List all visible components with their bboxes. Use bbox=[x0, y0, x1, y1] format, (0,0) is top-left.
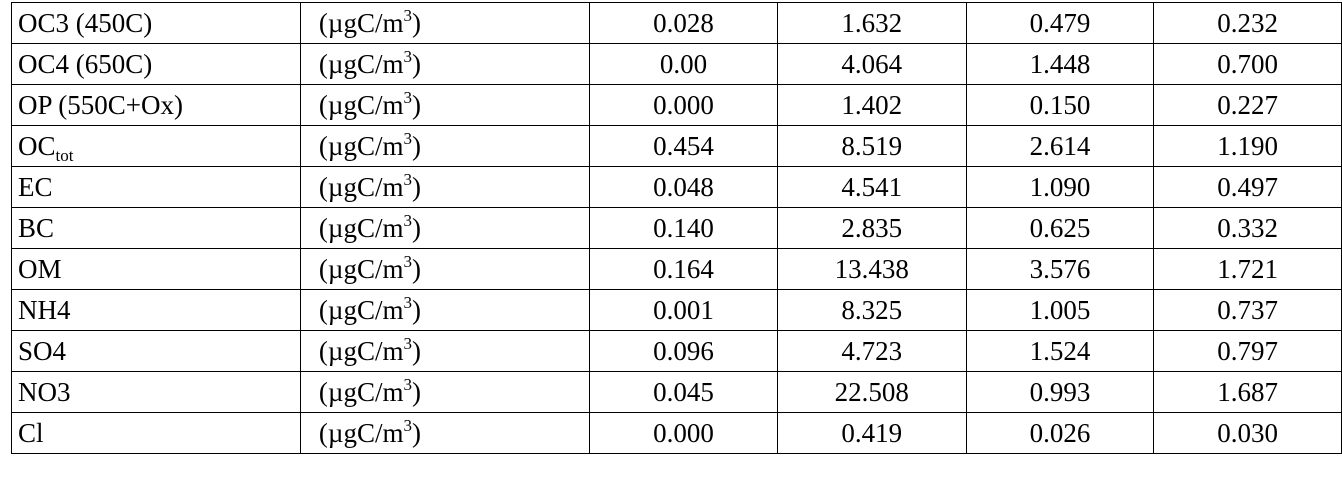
table-row bbox=[12, 3, 1342, 44]
value-cell-1: 0.048 bbox=[590, 167, 778, 208]
value-cell-2: 8.519 bbox=[777, 126, 966, 167]
unit-superscript: 3 bbox=[403, 252, 412, 271]
value-cell-4: 0.232 bbox=[1154, 3, 1342, 44]
unit-superscript: 3 bbox=[403, 170, 412, 189]
unit-text: (µgC/m bbox=[318, 172, 404, 202]
unit-superscript: 3 bbox=[403, 293, 412, 312]
unit-text: (µgC/m bbox=[318, 90, 404, 120]
value-cell-4: 0.030 bbox=[1154, 413, 1342, 454]
value-cell-2: 2.835 bbox=[777, 208, 966, 249]
unit-text: (µgC/m bbox=[318, 295, 404, 325]
row-label-cell bbox=[12, 44, 301, 85]
unit-cell bbox=[300, 208, 589, 249]
unit-superscript: 3 bbox=[403, 88, 412, 107]
unit-text: (µgC/m bbox=[318, 213, 404, 243]
value-cell-1: 0.000 bbox=[590, 85, 778, 126]
value-cell-3: 3.576 bbox=[966, 249, 1154, 290]
value-cell-1: 0.096 bbox=[590, 331, 778, 372]
unit-text: (µgC/m bbox=[318, 254, 404, 284]
value-cell-4: 0.332 bbox=[1154, 208, 1342, 249]
row-label: OM bbox=[18, 254, 62, 284]
value-cell-1: 0.454 bbox=[590, 126, 778, 167]
table-row bbox=[12, 85, 1342, 126]
unit-text: (µgC/m bbox=[318, 418, 404, 448]
unit-close: ) bbox=[411, 254, 421, 284]
value-cell-1: 0.140 bbox=[590, 208, 778, 249]
unit-cell bbox=[300, 249, 589, 290]
unit-close: ) bbox=[411, 418, 421, 448]
unit-superscript: 3 bbox=[403, 375, 412, 394]
row-label-cell bbox=[12, 208, 301, 249]
value-cell-2: 1.402 bbox=[777, 85, 966, 126]
value-cell-2: 13.438 bbox=[777, 249, 966, 290]
value-cell-4: 1.721 bbox=[1154, 249, 1342, 290]
row-label-cell bbox=[12, 126, 301, 167]
unit-text: (µgC/m bbox=[318, 336, 404, 366]
table-row bbox=[12, 372, 1342, 413]
unit-close: ) bbox=[411, 90, 421, 120]
row-label: OC4 (650C) bbox=[18, 49, 153, 79]
unit-close: ) bbox=[411, 295, 421, 325]
row-label-cell bbox=[12, 413, 301, 454]
value-cell-4: 0.497 bbox=[1154, 167, 1342, 208]
table-row bbox=[12, 331, 1342, 372]
row-label: NH4 bbox=[18, 295, 71, 325]
unit-close: ) bbox=[411, 8, 421, 38]
unit-close: ) bbox=[411, 336, 421, 366]
value-cell-3: 0.625 bbox=[966, 208, 1154, 249]
value-cell-3: 1.524 bbox=[966, 331, 1154, 372]
table-row bbox=[12, 290, 1342, 331]
row-label-cell bbox=[12, 290, 301, 331]
value-cell-1: 0.164 bbox=[590, 249, 778, 290]
unit-cell bbox=[300, 44, 589, 85]
unit-cell bbox=[300, 126, 589, 167]
value-cell-4: 0.227 bbox=[1154, 85, 1342, 126]
unit-cell bbox=[300, 85, 589, 126]
table-row bbox=[12, 44, 1342, 85]
unit-close: ) bbox=[411, 131, 421, 161]
value-cell-2: 8.325 bbox=[777, 290, 966, 331]
value-cell-4: 1.687 bbox=[1154, 372, 1342, 413]
unit-superscript: 3 bbox=[403, 416, 412, 435]
value-cell-3: 0.150 bbox=[966, 85, 1154, 126]
table-row bbox=[12, 413, 1342, 454]
row-label-cell bbox=[12, 249, 301, 290]
unit-superscript: 3 bbox=[403, 334, 412, 353]
row-label-cell bbox=[12, 85, 301, 126]
row-label: SO4 bbox=[18, 336, 67, 366]
value-cell-4: 0.700 bbox=[1154, 44, 1342, 85]
unit-cell bbox=[300, 167, 589, 208]
unit-text: (µgC/m bbox=[318, 8, 404, 38]
value-cell-3: 0.479 bbox=[966, 3, 1154, 44]
value-cell-3: 2.614 bbox=[966, 126, 1154, 167]
row-label: NO3 bbox=[18, 377, 71, 407]
unit-close: ) bbox=[411, 49, 421, 79]
value-cell-1: 0.045 bbox=[590, 372, 778, 413]
value-cell-3: 1.090 bbox=[966, 167, 1154, 208]
unit-cell bbox=[300, 413, 589, 454]
unit-superscript: 3 bbox=[403, 47, 412, 66]
value-cell-2: 4.064 bbox=[777, 44, 966, 85]
value-cell-3: 0.993 bbox=[966, 372, 1154, 413]
row-label: OC3 (450C) bbox=[18, 8, 153, 38]
row-label: EC bbox=[18, 172, 53, 202]
row-label-cell bbox=[12, 331, 301, 372]
value-cell-4: 0.797 bbox=[1154, 331, 1342, 372]
table-row bbox=[12, 167, 1342, 208]
unit-cell bbox=[300, 331, 589, 372]
row-label-cell bbox=[12, 167, 301, 208]
value-cell-1: 0.00 bbox=[590, 44, 778, 85]
value-cell-2: 1.632 bbox=[777, 3, 966, 44]
unit-cell bbox=[300, 290, 589, 331]
row-label-cell bbox=[12, 3, 301, 44]
table-body bbox=[12, 3, 1342, 454]
table-row bbox=[12, 249, 1342, 290]
value-cell-2: 0.419 bbox=[777, 413, 966, 454]
unit-text: (µgC/m bbox=[318, 377, 404, 407]
table-row bbox=[12, 126, 1342, 167]
unit-cell bbox=[300, 3, 589, 44]
value-cell-3: 1.005 bbox=[966, 290, 1154, 331]
value-cell-1: 0.000 bbox=[590, 413, 778, 454]
row-label: OP (550C+Ox) bbox=[18, 90, 183, 120]
value-cell-2: 22.508 bbox=[777, 372, 966, 413]
value-cell-4: 1.190 bbox=[1154, 126, 1342, 167]
row-label: OC bbox=[18, 131, 56, 161]
value-cell-1: 0.028 bbox=[590, 3, 778, 44]
unit-close: ) bbox=[411, 213, 421, 243]
value-cell-4: 0.737 bbox=[1154, 290, 1342, 331]
table-row bbox=[12, 208, 1342, 249]
row-label: Cl bbox=[18, 418, 44, 448]
value-cell-1: 0.001 bbox=[590, 290, 778, 331]
unit-superscript: 3 bbox=[403, 6, 412, 25]
unit-superscript: 3 bbox=[403, 211, 412, 230]
unit-close: ) bbox=[411, 172, 421, 202]
value-cell-3: 0.026 bbox=[966, 413, 1154, 454]
data-table bbox=[11, 2, 1342, 454]
row-label-subscript: tot bbox=[55, 146, 74, 165]
unit-close: ) bbox=[411, 377, 421, 407]
row-label-cell bbox=[12, 372, 301, 413]
unit-text: (µgC/m bbox=[318, 131, 404, 161]
value-cell-2: 4.541 bbox=[777, 167, 966, 208]
unit-text: (µgC/m bbox=[318, 49, 404, 79]
row-label: BC bbox=[18, 213, 55, 243]
value-cell-3: 1.448 bbox=[966, 44, 1154, 85]
unit-superscript: 3 bbox=[403, 129, 412, 148]
value-cell-2: 4.723 bbox=[777, 331, 966, 372]
unit-cell bbox=[300, 372, 589, 413]
